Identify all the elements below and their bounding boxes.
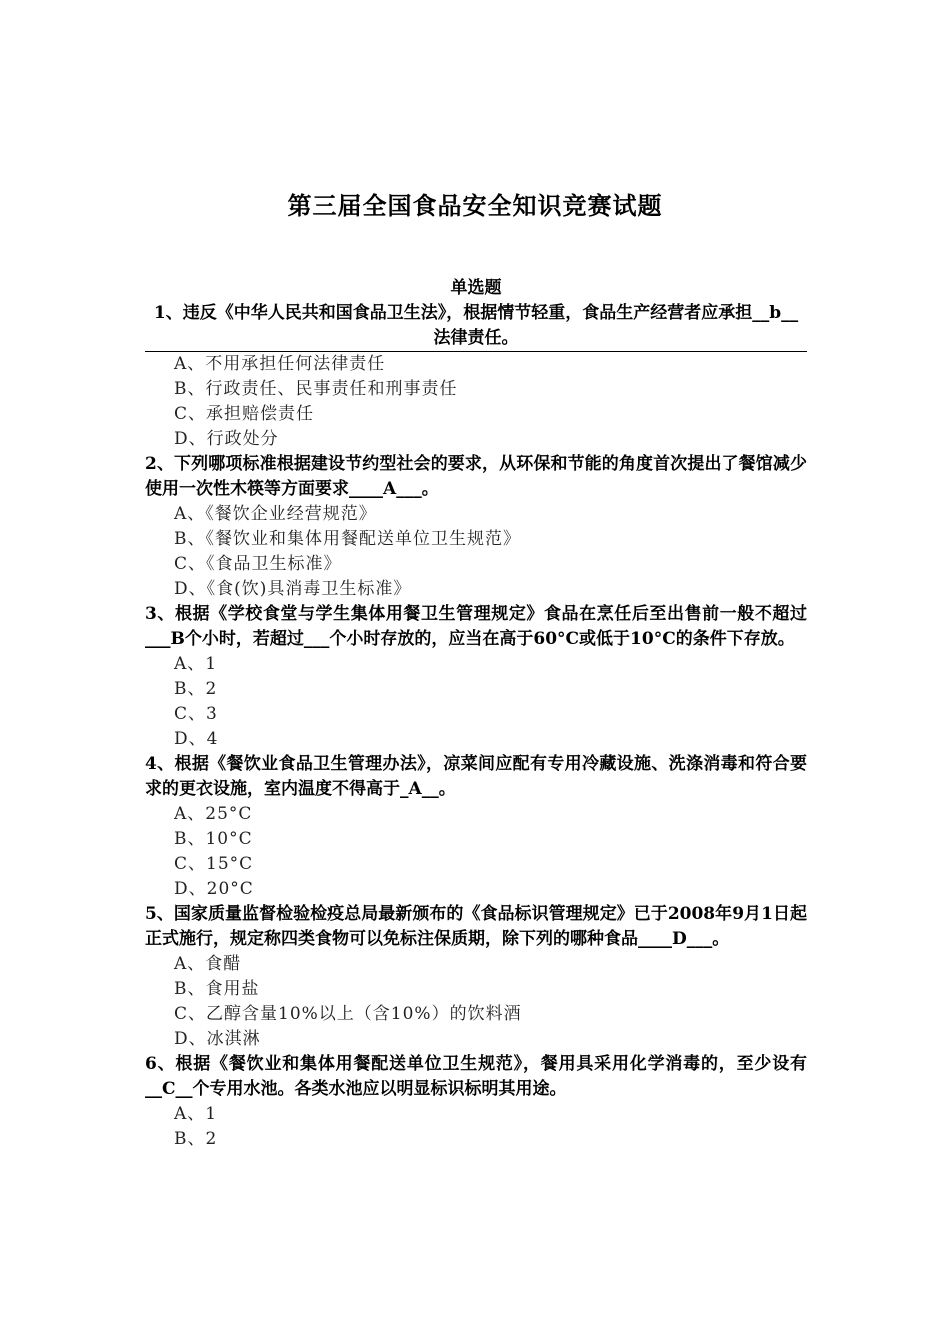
question-list xyxy=(145,276,807,1152)
option: B、2 xyxy=(174,679,218,699)
option: D、冰淇淋 xyxy=(174,1029,261,1049)
option: C、15°C xyxy=(174,854,254,874)
option: A、1 xyxy=(174,1104,218,1124)
option: D、行政处分 xyxy=(174,429,279,449)
option: A、食醋 xyxy=(174,954,242,974)
option: D、4 xyxy=(174,729,219,749)
option: B、《餐饮业和集体用餐配送单位卫生规范》 xyxy=(174,529,521,549)
option: C、《食品卫生标准》 xyxy=(174,554,342,574)
question-text: 2、下列哪项标准根据建设节约型社会的要求，从环保和节能的角度首次提出了餐馆减少使用一次性木筷等方面要求____A___。 xyxy=(145,454,807,499)
option: B、10°C xyxy=(174,829,253,849)
question-text: 5、国家质量监督检验检疫总局最新颁布的《食品标识管理规定》已于2008年9月1日起正式施行，规定称四类食物可以免标注保质期，除下列的哪种食品____D___。 xyxy=(145,904,807,949)
option: C、承担赔偿责任 xyxy=(174,404,315,424)
option: A、《餐饮企业经营规范》 xyxy=(174,504,377,524)
option: A、25°C xyxy=(174,804,253,824)
option: A、1 xyxy=(174,654,218,674)
question-text: 4、根据《餐饮业食品卫生管理办法》，凉菜间应配有专用冷藏设施、洗涤消毒和符合要求的更衣设施，室内温度不得高于_A__。 xyxy=(145,754,807,799)
option: D、《食(饮)具消毒卫生标准》 xyxy=(174,579,412,599)
option: B、行政责任、民事责任和刑事责任 xyxy=(174,379,458,399)
option: D、20°C xyxy=(174,879,254,899)
question-text: 3、根据《学校食堂与学生集体用餐卫生管理规定》食品在烹任后至出售前一般不超过___B个小时，若超过___个小时存放的，应当在高于60°C或低于10°C的条件下存放。 xyxy=(145,604,807,649)
section-heading: 单选题 xyxy=(450,278,502,298)
option: C、乙醇含量10%以上（含10%）的饮料酒 xyxy=(174,1004,522,1024)
option: C、3 xyxy=(174,704,218,724)
option: B、食用盐 xyxy=(174,979,260,999)
option: A、不用承担任何法律责任 xyxy=(174,354,386,374)
question-text: 6、根据《餐饮业和集体用餐配送单位卫生规范》，餐用具采用化学消毒的，至少设有__C__个专用水池。各类水池应以明显标识标明其用途。 xyxy=(145,1054,807,1099)
option: B、2 xyxy=(174,1129,218,1149)
document-title: 第三届全国食品安全知识竞赛试题 xyxy=(287,191,663,220)
question-text: 1、违反《中华人民共和国食品卫生法》，根据情节轻重，食品生产经营者应承担__b__ 法律责任。 xyxy=(145,301,807,352)
